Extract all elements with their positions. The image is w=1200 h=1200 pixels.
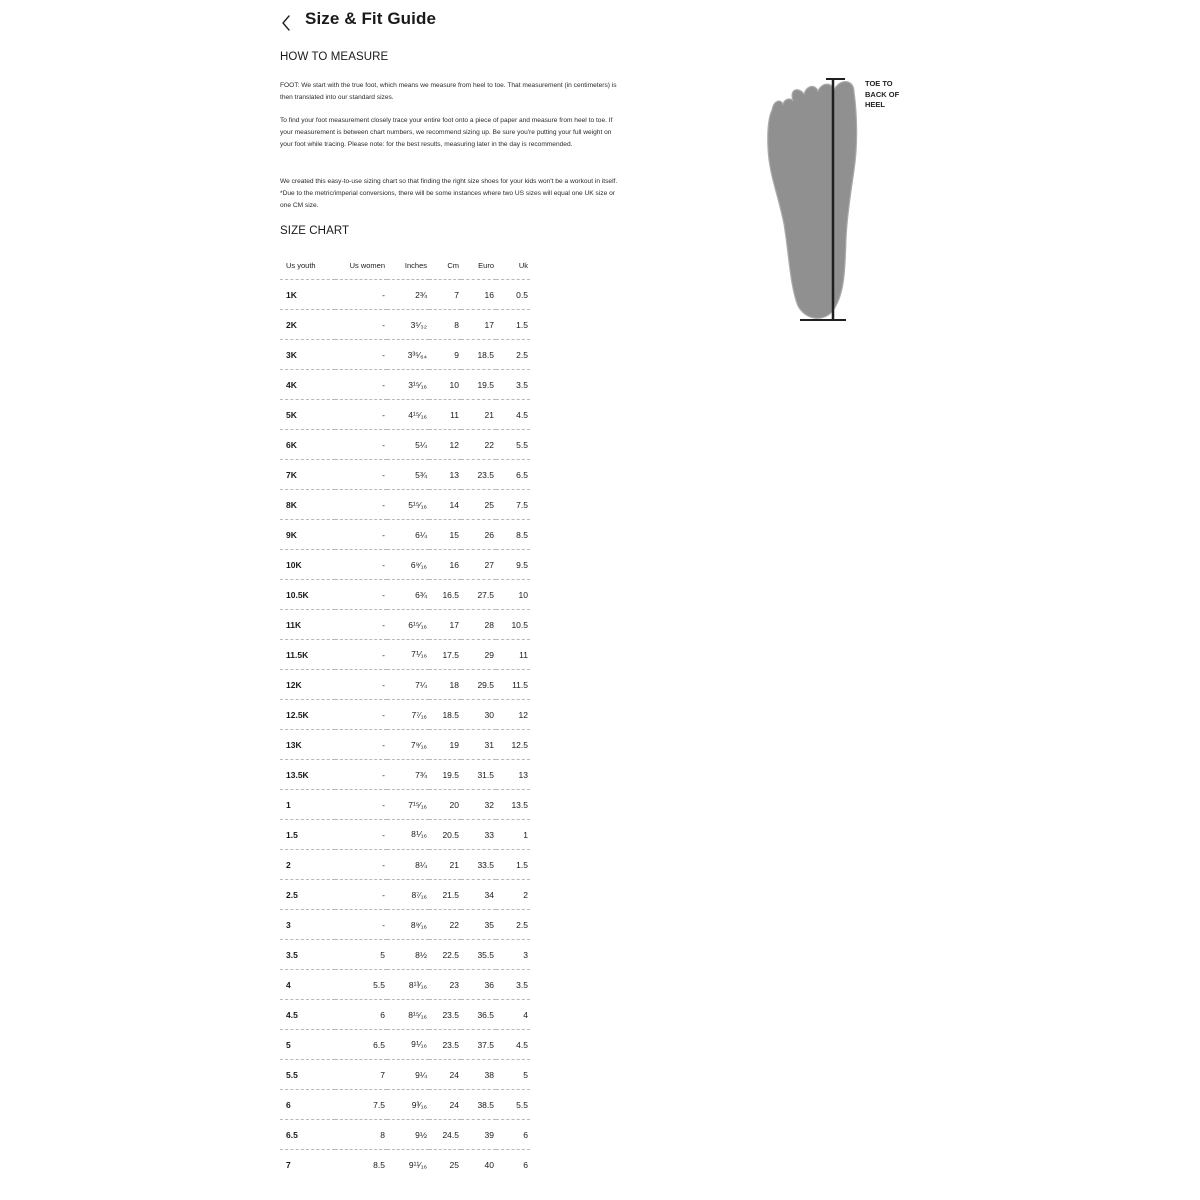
cell-us-youth: 1 [280, 790, 335, 820]
column-header-inches: Inches [404, 261, 427, 270]
cell-euro: 17 [461, 310, 496, 340]
cell-us-youth: 6 [280, 1090, 335, 1120]
cell-inches: 9¼ [387, 1060, 429, 1090]
column-header-us-youth: Us youth [286, 261, 316, 270]
table-row [280, 340, 530, 370]
cell-us-youth: 3 [280, 910, 335, 940]
cell-us-women: - [335, 430, 387, 460]
cell-us-women: - [335, 340, 387, 370]
cell-cm: 25 [449, 1159, 459, 1170]
table-row [280, 730, 530, 760]
cell-euro: 34 [461, 880, 496, 910]
cell-us-youth: 2K [280, 310, 335, 340]
cell-cm: 12 [429, 430, 461, 460]
cell-euro: 26 [461, 520, 496, 550]
cell-us-women: - [335, 580, 387, 610]
cell-cm: 21 [429, 850, 461, 880]
cell-uk: 2.5 [496, 340, 530, 370]
cell-uk: 5 [496, 1060, 530, 1090]
cell-uk: 13.5 [496, 790, 530, 820]
cell-inches: 3¹⁵⁄₁₆ [387, 370, 429, 400]
table-row [280, 910, 530, 940]
table-row [280, 280, 530, 310]
cell-inches: 7⅟₁₆ [387, 640, 429, 670]
cell-cm: 18 [429, 670, 461, 700]
cell-us-women: - [335, 460, 387, 490]
cell-inches: 3⁵⁄₃₂ [387, 310, 429, 340]
foot-measure-icon [760, 74, 860, 324]
table-row [280, 790, 530, 820]
cell-cm: 15 [429, 520, 461, 550]
table-row [280, 1030, 530, 1060]
cell-us-women: - [335, 610, 387, 640]
cell-us-youth: 12K [280, 670, 335, 700]
cell-us-youth: 9K [280, 520, 335, 550]
cell-inches: 8⁹⁄₁₆ [387, 910, 429, 940]
cell-inches: 5¹⁵⁄₁₆ [387, 490, 429, 520]
cell-us-women: - [335, 700, 387, 730]
table-row [280, 970, 530, 1000]
cell-inches: 9½ [387, 1120, 429, 1150]
cell-us-women: - [335, 880, 387, 910]
cell-us-youth: 1.5 [280, 820, 335, 850]
cell-cm: 11 [429, 400, 461, 430]
cell-cm: 22.5 [429, 940, 461, 970]
foot-sole-shape [768, 82, 857, 319]
cell-us-women: 5 [335, 940, 387, 970]
cell-us-women: - [335, 790, 387, 820]
cell-uk: 4.5 [496, 1030, 530, 1060]
cell-us-women: - [335, 400, 387, 430]
cell-us-youth: 6.5 [280, 1120, 335, 1150]
cell-euro: 31 [461, 730, 496, 760]
cell-euro: 19.5 [461, 370, 496, 400]
cell-euro: 23.5 [461, 460, 496, 490]
cell-uk: 1.5 [496, 850, 530, 880]
table-row [280, 940, 530, 970]
cell-uk: 6 [523, 1159, 528, 1170]
cell-cm: 16.5 [429, 580, 461, 610]
cell-euro: 38.5 [461, 1090, 496, 1120]
cell-us-women: 6 [335, 1000, 387, 1030]
cell-cm: 19 [429, 730, 461, 760]
cell-euro: 29 [461, 640, 496, 670]
cell-uk: 10 [496, 580, 530, 610]
cell-inches: 6¹⁵⁄₁₆ [387, 610, 429, 640]
cell-uk: 2.5 [496, 910, 530, 940]
cell-us-youth: 2.5 [280, 880, 335, 910]
cell-us-youth: 8K [280, 490, 335, 520]
measure-paragraph-tracing: To find your foot measurement closely trace your entire foot onto a piece of paper and measure from heel to toe. If your measurement is between chart numbers, we recommend sizing up. Be sure you're putting your full weight on your foot while tracing. Please note: for the best results, measuring later in the day is recommended. [280, 116, 613, 149]
cell-inches: 4¹⁵⁄₁₆ [387, 400, 429, 430]
cell-us-youth: 7K [280, 460, 335, 490]
cell-us-women: - [335, 550, 387, 580]
cell-us-women: - [335, 760, 387, 790]
size-chart-heading: SIZE CHART [280, 225, 350, 237]
page-title: Size & Fit Guide [305, 9, 437, 28]
cell-inches: 8⅟₁₆ [387, 820, 429, 850]
cell-cm: 23.5 [429, 1030, 461, 1060]
cell-cm: 14 [429, 490, 461, 520]
cell-euro: 33 [461, 820, 496, 850]
column-header-euro: Euro [478, 261, 494, 270]
cell-inches: 8¼ [387, 850, 429, 880]
cell-uk: 6 [496, 1120, 530, 1150]
cell-us-women: 8.5 [373, 1159, 385, 1170]
cell-uk: 9.5 [496, 550, 530, 580]
column-header-uk: Uk [518, 261, 528, 270]
cell-uk: 2 [496, 880, 530, 910]
cell-uk: 6.5 [496, 460, 530, 490]
cell-us-women: 6.5 [335, 1030, 387, 1060]
cell-euro: 29.5 [461, 670, 496, 700]
cell-cm: 18.5 [429, 700, 461, 730]
cell-cm: 23.5 [429, 1000, 461, 1030]
cell-us-women: - [335, 370, 387, 400]
cell-euro: 32 [461, 790, 496, 820]
table-row [280, 580, 530, 610]
cell-cm: 21.5 [429, 880, 461, 910]
table-row [280, 1000, 530, 1030]
cell-uk: 11.5 [496, 670, 530, 700]
cell-euro: 27.5 [461, 580, 496, 610]
cell-euro: 35.5 [461, 940, 496, 970]
cell-euro: 36 [461, 970, 496, 1000]
cell-euro: 22 [461, 430, 496, 460]
cell-inches: 7¼ [387, 670, 429, 700]
cell-inches: 7¾ [387, 760, 429, 790]
table-row [280, 430, 530, 460]
cell-cm: 20.5 [429, 820, 461, 850]
cell-uk: 3 [496, 940, 530, 970]
table-row [280, 1120, 530, 1150]
cell-euro: 21 [461, 400, 496, 430]
table-row [280, 820, 530, 850]
column-header-us-women: Us women [349, 261, 385, 270]
cell-us-youth: 4 [280, 970, 335, 1000]
cell-us-women: - [335, 910, 387, 940]
cell-us-youth: 3K [280, 340, 335, 370]
cell-inches: 5¼ [387, 430, 429, 460]
cell-inches: 9³⁄₁₆ [387, 1090, 429, 1120]
cell-uk: 5.5 [496, 430, 530, 460]
cell-cm: 24 [429, 1060, 461, 1090]
cell-cm: 16 [429, 550, 461, 580]
measure-paragraph-note: We created this easy-to-use sizing chart so that finding the right size shoes for your kids won't be a workout in itself. *Due to the metric/imperial conversions, there will be some instances where two US sizes will equal one UK size or one CM size. [280, 177, 618, 210]
cell-us-women: - [335, 640, 387, 670]
cell-us-women: 5.5 [335, 970, 387, 1000]
cell-us-youth: 5 [280, 1030, 335, 1060]
cell-cm: 19.5 [429, 760, 461, 790]
table-row [280, 700, 530, 730]
cell-euro: 35 [461, 910, 496, 940]
table-row [280, 460, 530, 490]
cell-us-women: - [335, 820, 387, 850]
cell-inches: 7⁷⁄₁₆ [387, 700, 429, 730]
table-row [280, 550, 530, 580]
cell-uk: 1 [496, 820, 530, 850]
cell-uk: 7.5 [496, 490, 530, 520]
cell-us-youth: 11K [280, 610, 335, 640]
toe-to-heel-label: TOE TO BACK OF HEEL [865, 79, 900, 109]
cell-inches: 8⁷⁄₁₆ [387, 880, 429, 910]
chevron-left-icon [276, 12, 298, 34]
cell-cm: 24.5 [429, 1120, 461, 1150]
cell-cm: 22 [429, 910, 461, 940]
table-row [280, 1090, 530, 1120]
cell-uk: 3.5 [496, 370, 530, 400]
cell-uk: 11 [496, 640, 530, 670]
cell-euro: 30 [461, 700, 496, 730]
cell-us-youth: 10.5K [280, 580, 335, 610]
cell-uk: 0.5 [496, 280, 530, 310]
table-row [280, 670, 530, 700]
cell-us-youth: 6K [280, 430, 335, 460]
cell-cm: 17 [429, 610, 461, 640]
cell-us-women: - [335, 730, 387, 760]
cell-us-women: - [335, 490, 387, 520]
cell-inches: 9¹¹⁄₁₆ [408, 1159, 427, 1170]
cell-cm: 10 [429, 370, 461, 400]
cell-inches: 6¼ [387, 520, 429, 550]
cell-euro: 39 [461, 1120, 496, 1150]
table-row [280, 520, 530, 550]
cell-us-women: - [335, 850, 387, 880]
cell-cm: 20 [429, 790, 461, 820]
cell-us-youth: 1K [280, 280, 335, 310]
cell-us-youth: 12.5K [280, 700, 335, 730]
cell-us-women: - [335, 310, 387, 340]
cell-euro: 16 [461, 280, 496, 310]
table-row [280, 1060, 530, 1090]
table-row [280, 310, 530, 340]
table-row [280, 880, 530, 910]
cell-inches: 6⁹⁄₁₆ [387, 550, 429, 580]
cell-cm: 24 [429, 1090, 461, 1120]
cell-euro: 36.5 [461, 1000, 496, 1030]
cell-euro: 37.5 [461, 1030, 496, 1060]
cell-euro: 28 [461, 610, 496, 640]
cell-euro: 27 [461, 550, 496, 580]
cell-euro: 18.5 [461, 340, 496, 370]
cell-us-youth: 4.5 [280, 1000, 335, 1030]
table-row [280, 370, 530, 400]
cell-uk: 4 [496, 1000, 530, 1030]
cell-inches: 8¹⁵⁄₁₆ [387, 1000, 429, 1030]
cell-uk: 4.5 [496, 400, 530, 430]
cell-us-women: 7.5 [335, 1090, 387, 1120]
cell-us-youth: 2 [280, 850, 335, 880]
measure-paragraph-foot: FOOT: We start with the true foot, which means we measure from heel to toe. That measurement (in centimeters) is then translated into our standard sizes. [280, 81, 617, 101]
cell-cm: 9 [429, 340, 461, 370]
cell-euro: 33.5 [461, 850, 496, 880]
table-row [280, 400, 530, 430]
cell-uk: 12.5 [496, 730, 530, 760]
cell-uk: 13 [496, 760, 530, 790]
size-chart-table [280, 252, 530, 1179]
cell-us-youth: 3.5 [280, 940, 335, 970]
cell-uk: 3.5 [496, 970, 530, 1000]
cell-euro: 31.5 [461, 760, 496, 790]
cell-euro: 38 [461, 1060, 496, 1090]
cell-us-women: 8 [335, 1120, 387, 1150]
cell-us-youth: 13K [280, 730, 335, 760]
cell-uk: 1.5 [496, 310, 530, 340]
cell-inches: 5¾ [387, 460, 429, 490]
cell-inches: 2¾ [387, 280, 429, 310]
table-row [280, 850, 530, 880]
cell-uk: 5.5 [496, 1090, 530, 1120]
cell-us-youth: 5K [280, 400, 335, 430]
cell-us-youth: 5.5 [280, 1060, 335, 1090]
back-button[interactable] [276, 12, 298, 34]
cell-cm: 23 [429, 970, 461, 1000]
table-row [280, 1150, 530, 1180]
cell-inches: 6¾ [387, 580, 429, 610]
cell-us-youth: 13.5K [280, 760, 335, 790]
cell-inches: 7⁹⁄₁₆ [387, 730, 429, 760]
cell-uk: 10.5 [496, 610, 530, 640]
cell-us-women: - [335, 280, 387, 310]
cell-cm: 17.5 [429, 640, 461, 670]
cell-inches: 9⅟₁₆ [387, 1030, 429, 1060]
cell-us-women: - [335, 520, 387, 550]
cell-inches: 7¹⁵⁄₁₆ [387, 790, 429, 820]
cell-cm: 8 [429, 310, 461, 340]
how-to-measure-heading: HOW TO MEASURE [280, 51, 389, 63]
table-header-row [280, 252, 530, 280]
cell-us-youth: 7 [286, 1159, 291, 1170]
table-row [280, 490, 530, 520]
cell-us-youth: 10K [280, 550, 335, 580]
cell-uk: 8.5 [496, 520, 530, 550]
cell-uk: 12 [496, 700, 530, 730]
column-header-cm: Cm [447, 261, 459, 270]
cell-inches: 8¹³⁄₁₆ [387, 970, 429, 1000]
cell-inches: 3³⁵⁄₆₄ [387, 340, 429, 370]
cell-cm: 7 [429, 280, 461, 310]
cell-us-youth: 4K [280, 370, 335, 400]
cell-euro: 25 [461, 490, 496, 520]
cell-us-women: - [335, 670, 387, 700]
cell-us-women: 7 [335, 1060, 387, 1090]
table-row [280, 610, 530, 640]
cell-inches: 8½ [387, 940, 429, 970]
cell-us-youth: 11.5K [280, 640, 335, 670]
cell-euro: 40 [484, 1159, 494, 1170]
table-row [280, 760, 530, 790]
table-row [280, 640, 530, 670]
cell-cm: 13 [429, 460, 461, 490]
